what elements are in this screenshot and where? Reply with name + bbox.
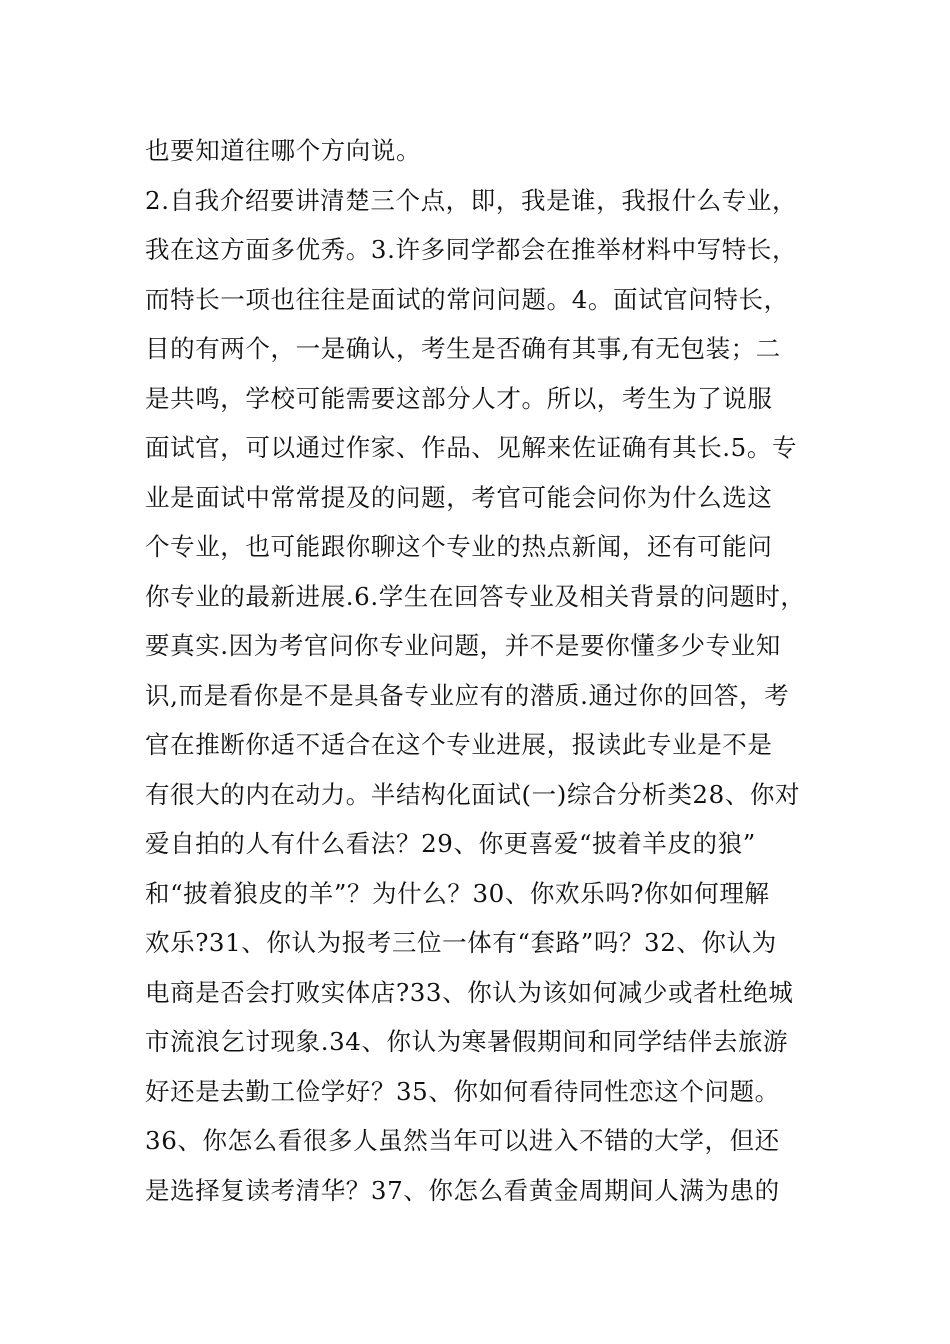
text-line: 业是面试中常常提及的问题，考官可能会问你为什么选这 [145, 482, 773, 512]
text-line: 目的有两个，一是确认，考生是否确有其事,有无包装；二 [145, 334, 781, 363]
text-line: 是共鸣，学校可能需要这部分人才。所以，考生为了说服 [145, 383, 773, 413]
text-line: 个专业，也可能跟你聊这个专业的热点新闻，还有可能问 [145, 532, 773, 561]
document-body [145, 126, 815, 1215]
text-line: 爱自拍的人有什么看法？29、你更喜爱“披着羊皮的狼” [145, 829, 756, 858]
text-line: 你专业的最新进展.6.学生在回答专业及相关背景的问题时， [145, 581, 806, 611]
text-line: 识,而是看你是不是具备专业应有的潜质.通过你的回答，考 [145, 680, 790, 710]
text-line: 官在推断你适不适合在这个专业进展，报读此专业是不是 [145, 730, 773, 759]
text-line: 市流浪乞讨现象.34、你认为寒暑假期间和同学结伴去旅游 [145, 1027, 789, 1056]
text-line: 和“披着狼皮的羊”？为什么？30、你欢乐吗?你如何理解 [145, 878, 770, 908]
text-line: 欢乐?31、你认为报考三位一体有“套路”吗？32、你认为 [145, 928, 777, 957]
text-line: 有很大的内在动力。半结构化面试(一)综合分析类28、你对 [145, 779, 801, 809]
text-line: 面试官，可以通过作家、作品、见解来佐证确有其长.5。专 [145, 433, 798, 462]
text-line: 好还是去勤工俭学好？35、你如何看待同性恋这个问题。 [145, 1076, 780, 1106]
text-line: 我在这方面多优秀。3.许多同学都会在推举材料中写特长， [145, 235, 798, 264]
text-line: 电商是否会打败实体店?33、你认为该如何减少或者杜绝城 [145, 977, 794, 1007]
text-line: 是选择复读考清华？37、你怎么看黄金周期间人满为患的 [145, 1175, 780, 1205]
text-line: 36、你怎么看很多人虽然当年可以进入不错的大学，但还 [145, 1126, 780, 1155]
text-line: 而特长一项也往往是面试的常问问题。4。面试官问特长， [145, 284, 789, 314]
text-line: 也要知道往哪个方向说。 [145, 136, 422, 165]
text-line: 要真实.因为考官问你专业问题，并不是要你懂多少专业知 [145, 631, 781, 660]
text-line: 2.自我介绍要讲清楚三个点，即，我是谁，我报什么专业， [145, 185, 798, 215]
